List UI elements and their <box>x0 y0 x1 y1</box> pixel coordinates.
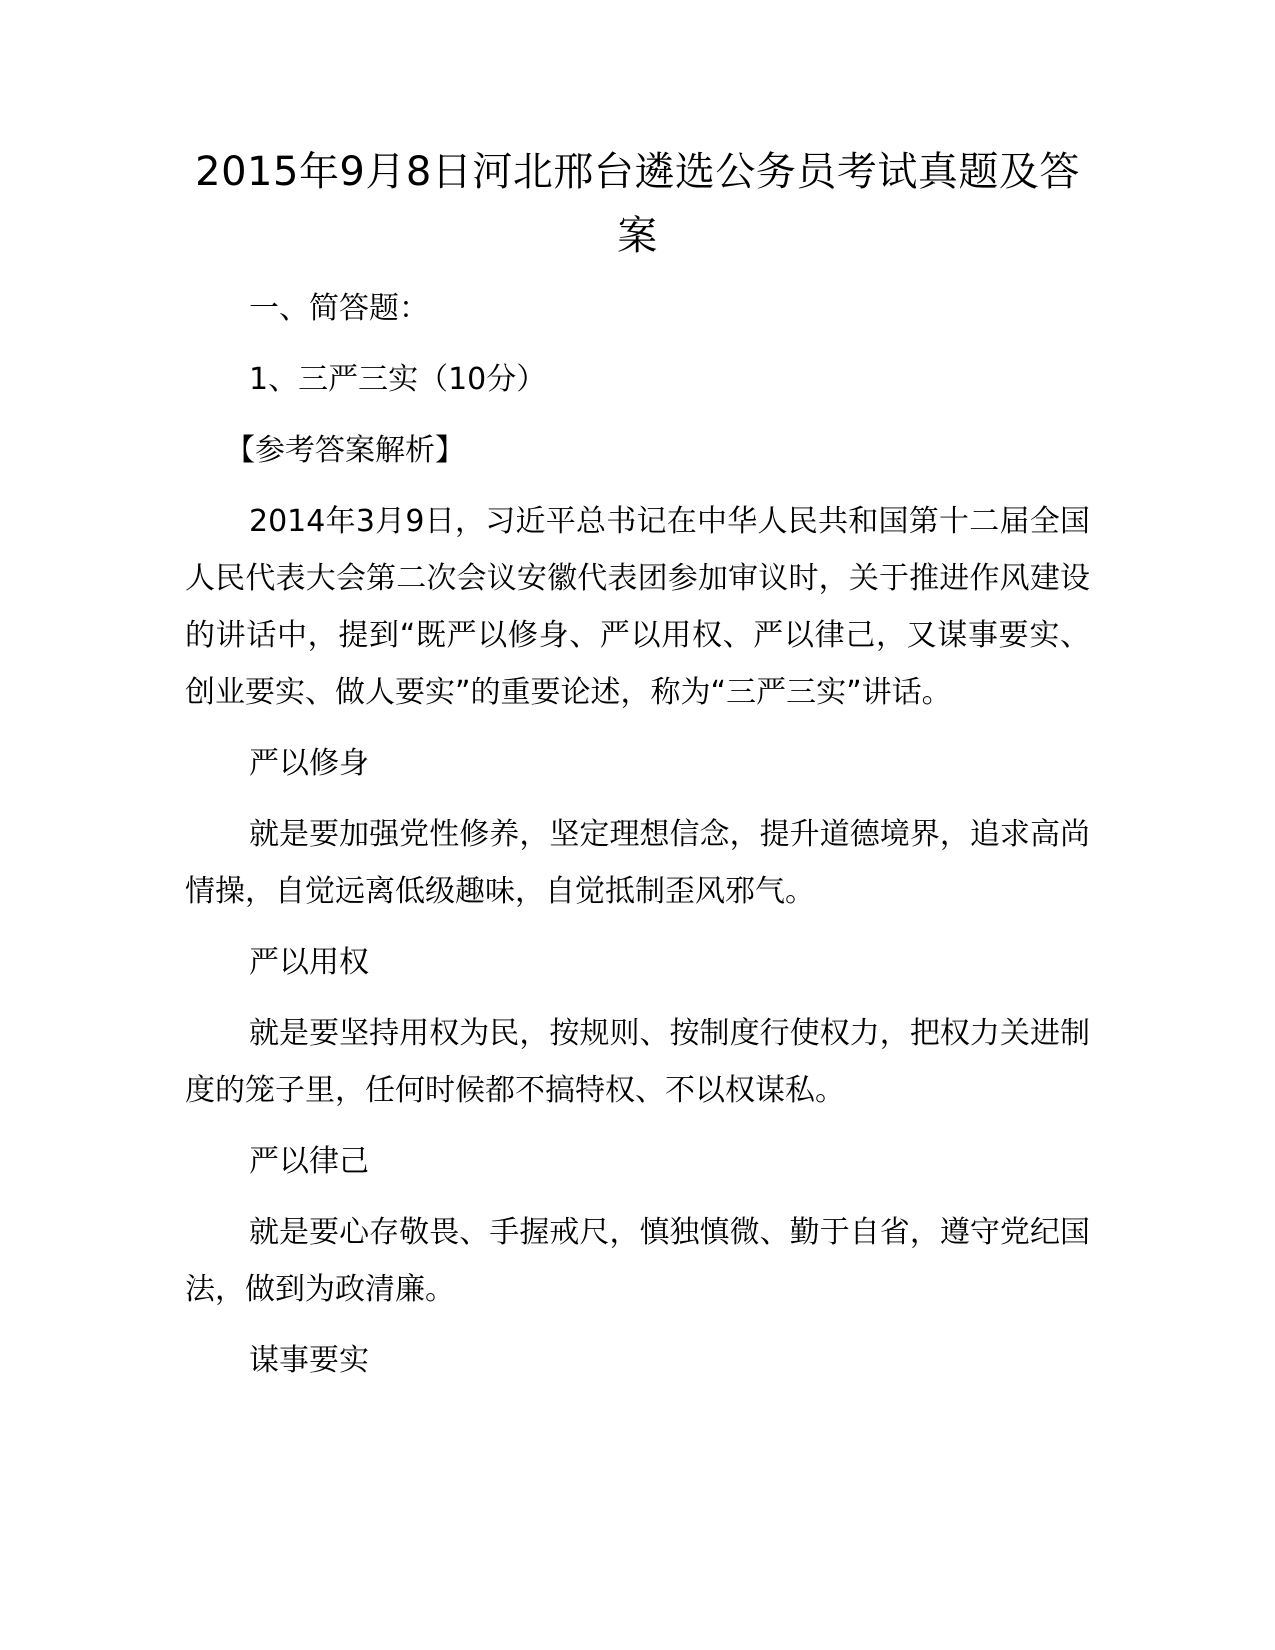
item-text-xiushen: 就是要加强党性修养，坚定理想信念，提升道德境界，追求高尚情操，自觉远离低级趣味，自觉抵制歪风邪气。 <box>185 817 1090 909</box>
document-title: 2015年9月8日河北邢台遴选公务员考试真题及答案 <box>195 149 1080 259</box>
item-text-lvji: 就是要心存敬畏、手握戒尺，慎独慎微、勤于自省，遵守党纪国法，做到为政清廉。 <box>185 1215 1090 1307</box>
document-page <box>185 140 1090 1403</box>
item-heading-moushi: 谋事要实 <box>249 1343 369 1378</box>
item-heading-xiushen: 严以修身 <box>249 746 369 781</box>
item-heading-lvji: 严以律己 <box>249 1144 369 1179</box>
item-text-yongquan: 就是要坚持用权为民，按规则、按制度行使权力，把权力关进制度的笼子里，任何时候都不搞特权、不以权谋私。 <box>185 1016 1090 1108</box>
question-heading: 1、三严三实（10分） <box>249 362 547 397</box>
intro-paragraph: 2014年3月9日，习近平总书记在中华人民共和国第十二届全国人民代表大会第二次会议安徽代表团参加审议时，关于推进作风建设的讲话中，提到“既严以修身、严以用权、严以律己，又谋事要实、创业要实、做人要实”的重要论述，称为“三严三实”讲话。 <box>185 504 1090 710</box>
answer-label: 【参考答案解析】 <box>225 433 465 468</box>
section-heading: 一、简答题： <box>249 291 429 326</box>
item-heading-yongquan: 严以用权 <box>249 945 369 980</box>
